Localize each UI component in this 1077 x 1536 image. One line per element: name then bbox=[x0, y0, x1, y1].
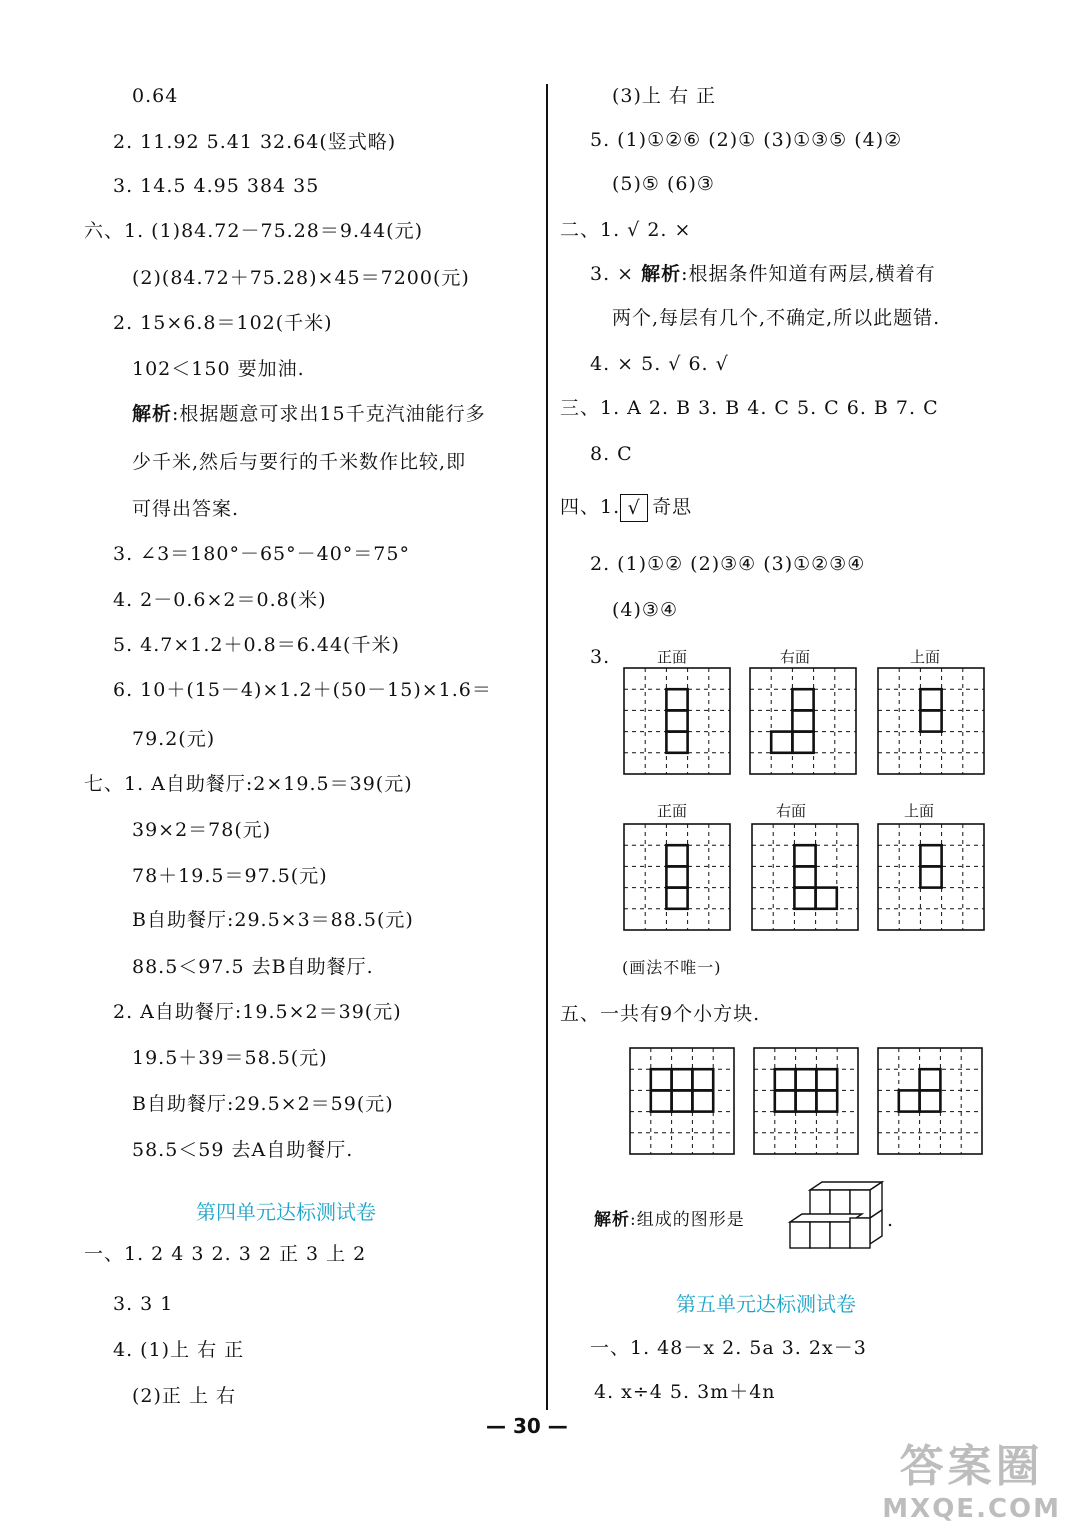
explanation-text: :组成的图形是 bbox=[630, 1210, 745, 1230]
filled-cell bbox=[920, 866, 941, 887]
filled-cell bbox=[651, 1069, 672, 1090]
explanation-line: 两个,每层有几个,不确定,所以此题错. bbox=[612, 307, 941, 329]
answer-line: 七、1. A自助餐厅:2×19.5＝39(元) bbox=[84, 773, 413, 795]
filled-cell bbox=[666, 866, 687, 887]
front-view-grid bbox=[622, 822, 732, 932]
filled-cell bbox=[666, 845, 687, 866]
period-mark: . bbox=[887, 1209, 895, 1231]
answer-line: 19.5＋39＝58.5(元) bbox=[132, 1047, 328, 1069]
filled-cell bbox=[692, 1069, 713, 1090]
page-number: — 30 — bbox=[486, 1414, 568, 1438]
filled-cell bbox=[666, 689, 687, 710]
answer-line: 2. 15×6.8＝102(千米) bbox=[113, 312, 333, 334]
answer-line: (4)③④ bbox=[612, 599, 678, 621]
filled-cell bbox=[666, 732, 687, 753]
answer-line: 3. bbox=[590, 646, 611, 668]
filled-cell bbox=[666, 710, 687, 731]
filled-cell bbox=[796, 1090, 817, 1111]
answer-text: 3. × bbox=[590, 263, 642, 285]
top-view-grid bbox=[876, 822, 986, 932]
right-view-grid bbox=[752, 1046, 860, 1156]
answer-line: 3. ∠3＝180°－65°－40°＝75° bbox=[113, 543, 410, 565]
answer-line: (2)正 上 右 bbox=[132, 1385, 236, 1407]
answer-line: 8. C bbox=[590, 443, 633, 465]
answer-line: 79.2(元) bbox=[132, 728, 216, 750]
explanation-line: 可得出答案. bbox=[132, 498, 240, 520]
answer-line: 二、1. √ 2. × bbox=[560, 219, 692, 241]
filled-cell bbox=[666, 888, 687, 909]
filled-cell bbox=[899, 1090, 920, 1111]
filled-cell bbox=[792, 710, 813, 731]
filled-cell bbox=[672, 1090, 693, 1111]
right-view-grid bbox=[750, 822, 860, 932]
filled-cell bbox=[816, 1090, 837, 1111]
explanation-line bbox=[590, 262, 936, 286]
answer-line: 4. (1)上 右 正 bbox=[113, 1339, 245, 1361]
column-divider bbox=[546, 84, 548, 1410]
answer-line: 5. (1)①②⑥ (2)① (3)①③⑤ (4)② bbox=[590, 129, 903, 151]
explanation-line: 少千米,然后与要行的千米数作比较,即 bbox=[132, 451, 467, 473]
answer-line: 58.5＜59 去A自助餐厅. bbox=[132, 1139, 354, 1161]
view-label-top: 上面 bbox=[904, 802, 935, 820]
answer-line: B自助餐厅:29.5×2＝59(元) bbox=[132, 1093, 394, 1115]
filled-cell bbox=[775, 1069, 796, 1090]
answer-line: 2. (1)①② (2)③④ (3)①②③④ bbox=[590, 553, 866, 575]
explanation-line bbox=[594, 1208, 745, 1232]
view-label-top: 上面 bbox=[910, 648, 941, 666]
view-label-right: 右面 bbox=[780, 648, 811, 666]
answer-line: 39×2＝78(元) bbox=[132, 819, 272, 841]
explanation-label: 解析 bbox=[132, 403, 173, 425]
view-label-front: 正面 bbox=[657, 648, 688, 666]
answer-line: 3. 14.5 4.95 384 35 bbox=[113, 175, 320, 197]
answer-line: 0.64 bbox=[132, 85, 179, 107]
answer-line: (3)上 右 正 bbox=[612, 85, 716, 107]
filled-cell bbox=[920, 845, 941, 866]
view-label-front: 正面 bbox=[657, 802, 688, 820]
answer-line: (2)(84.72＋75.28)×45＝7200(元) bbox=[132, 267, 470, 289]
filled-cell bbox=[792, 732, 813, 753]
filled-cell bbox=[816, 1069, 837, 1090]
filled-cell bbox=[692, 1090, 713, 1111]
answer-line: 五、一共有9个小方块. bbox=[560, 1003, 761, 1025]
answer-line: 78＋19.5＝97.5(元) bbox=[132, 865, 328, 887]
filled-cell bbox=[794, 845, 815, 866]
answer-line: 4. × 5. √ 6. √ bbox=[590, 353, 729, 375]
filled-cell bbox=[672, 1069, 693, 1090]
filled-cell bbox=[775, 1090, 796, 1111]
filled-cell bbox=[792, 689, 813, 710]
question-number: 四、1. bbox=[560, 496, 621, 518]
answer-line: 一、1. 2 4 3 2. 3 2 正 3 上 2 bbox=[84, 1243, 367, 1265]
filled-cell bbox=[651, 1090, 672, 1111]
filled-cell bbox=[794, 866, 815, 887]
answer-line: 88.5＜97.5 去B自助餐厅. bbox=[132, 956, 374, 978]
section-title: 第五单元达标测试卷 bbox=[676, 1292, 856, 1316]
answer-line bbox=[560, 494, 692, 522]
explanation-line bbox=[132, 402, 486, 426]
view-label-right: 右面 bbox=[776, 802, 807, 820]
front-view-grid bbox=[622, 666, 732, 776]
answer-line: 六、1. (1)84.72－75.28＝9.44(元) bbox=[84, 220, 423, 242]
filled-cell bbox=[771, 732, 792, 753]
answer-line: 3. 3 1 bbox=[113, 1293, 174, 1315]
filled-cell bbox=[794, 888, 815, 909]
answer-line: 2. 11.92 5.41 32.64(竖式略) bbox=[113, 131, 397, 153]
explanation-text: :根据题意可求出15千克汽油能行多 bbox=[172, 403, 486, 425]
filled-cell bbox=[920, 689, 941, 710]
cube-assembly-figure bbox=[786, 1180, 886, 1252]
filled-cell bbox=[920, 1090, 941, 1111]
answer-line: (5)⑤ (6)③ bbox=[612, 173, 715, 195]
right-view-grid bbox=[748, 666, 858, 776]
answer-line: 4. x÷4 5. 3m＋4n bbox=[594, 1381, 776, 1403]
watermark-url: MXQE.COM bbox=[882, 1494, 1061, 1524]
answer-text: 奇思 bbox=[652, 496, 693, 518]
answer-line: 一、1. 48－x 2. 5a 3. 2x－3 bbox=[590, 1337, 867, 1359]
checkbox-check-icon: √ bbox=[620, 494, 648, 522]
page-number-value: 30 bbox=[512, 1414, 541, 1438]
filled-cell bbox=[920, 1069, 941, 1090]
answer-line: 6. 10＋(15－4)×1.2＋(50－15)×1.6＝ bbox=[113, 679, 492, 701]
answer-line: 2. A自助餐厅:19.5×2＝39(元) bbox=[113, 1001, 402, 1023]
answer-line: B自助餐厅:29.5×3＝88.5(元) bbox=[132, 909, 414, 931]
answer-line: 5. 4.7×1.2＋0.8＝6.44(千米) bbox=[113, 634, 400, 656]
filled-cell bbox=[920, 710, 941, 731]
top-view-grid bbox=[876, 1046, 984, 1156]
answer-line: 102＜150 要加油. bbox=[132, 358, 305, 380]
answer-line: 三、1. A 2. B 3. B 4. C 5. C 6. B 7. C bbox=[560, 397, 939, 419]
filled-cell bbox=[796, 1069, 817, 1090]
front-view-grid bbox=[628, 1046, 736, 1156]
section-title: 第四单元达标测试卷 bbox=[196, 1200, 376, 1224]
answer-line: 4. 2－0.6×2＝0.8(米) bbox=[113, 589, 327, 611]
top-view-grid bbox=[876, 666, 986, 776]
watermark-logo bbox=[882, 1430, 1061, 1524]
explanation-text: :根据条件知道有两层,横着有 bbox=[681, 263, 936, 285]
filled-cell bbox=[816, 888, 837, 909]
explanation-label: 解析 bbox=[641, 263, 682, 285]
watermark-text: 答案圈 bbox=[899, 1441, 1044, 1492]
note-line: (画法不唯一) bbox=[622, 958, 722, 977]
explanation-label: 解析 bbox=[594, 1210, 630, 1230]
